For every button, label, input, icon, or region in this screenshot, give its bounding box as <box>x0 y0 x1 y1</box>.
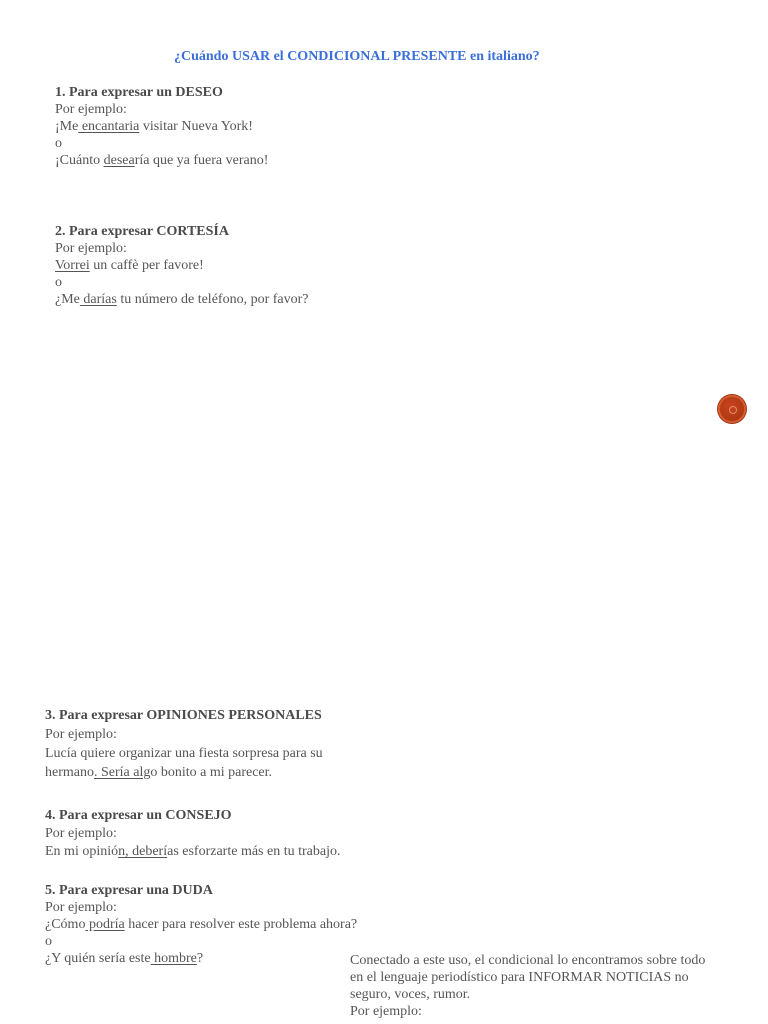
section-opiniones <box>45 706 323 782</box>
example-sentence: hermano. Sería algo bonito a mi parecer. <box>45 765 273 780</box>
side-note-line: Por ejemplo: <box>350 1004 422 1019</box>
example-sentence: ¿Y quién sería este hombre? <box>45 951 204 966</box>
example-label: Por ejemplo: <box>45 727 117 742</box>
example-label: Por ejemplo: <box>45 900 117 915</box>
example-sentence: Lucía quiere organizar una fiesta sorpresa para su <box>45 746 323 761</box>
section-heading: 2. Para expresar CORTESÍA <box>55 224 229 239</box>
example-label: Por ejemplo: <box>55 241 127 256</box>
section-duda <box>45 882 357 967</box>
example-sentence: Vorrei un caffè per favore! <box>55 258 204 273</box>
example-label: Por ejemplo: <box>45 826 117 841</box>
section-heading: 4. Para expresar un CONSEJO <box>45 808 232 823</box>
example-sentence: En mi opinión, deberías esforzarte más en tu trabajo. <box>45 844 341 859</box>
or-connector: o <box>55 136 62 151</box>
example-sentence: ¡Me encantaria visitar Nueva York! <box>55 119 253 134</box>
example-sentence: ¿Me darías tu número de teléfono, por favor? <box>55 292 309 307</box>
page-title: ¿Cuándo USAR el CONDICIONAL PRESENTE en italiano? <box>174 49 540 64</box>
example-sentence: ¿Cómo podría hacer para resolver este problema ahora? <box>45 917 358 932</box>
side-note-line: seguro, voces, rumor. <box>350 987 471 1002</box>
or-connector: o <box>55 275 62 290</box>
or-connector: o <box>45 934 52 949</box>
next-slide-button[interactable] <box>718 395 746 423</box>
section-deseo <box>55 84 268 169</box>
example-sentence: ¡Cuánto desearía que ya fuera verano! <box>55 153 269 168</box>
side-note-line: en el lenguaje periodístico para INFORMAR NOTICIAS no <box>350 970 689 985</box>
section-heading: 5. Para expresar una DUDA <box>45 883 213 898</box>
section-heading: 3. Para expresar OPINIONES PERSONALES <box>45 708 322 723</box>
side-note <box>350 952 705 1020</box>
section-heading: 1. Para expresar un DESEO <box>55 85 223 100</box>
side-note-line: Conectado a este uso, el condicional lo encontramos sobre todo <box>350 953 706 968</box>
section-cortesia <box>55 223 308 308</box>
example-label: Por ejemplo: <box>55 102 127 117</box>
section-consejo <box>45 807 340 861</box>
